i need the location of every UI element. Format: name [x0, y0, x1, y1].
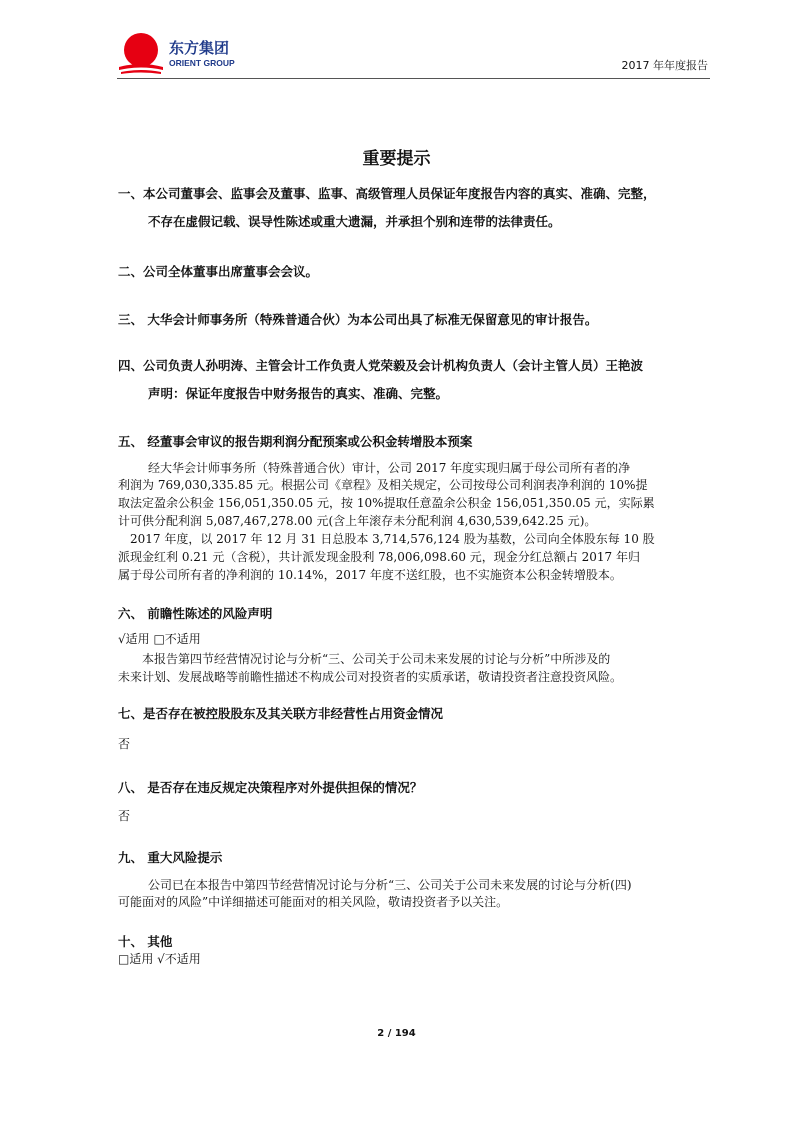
item-1-line-2: 不存在虚假记载、误导性陈述或重大遗漏，并承担个别和连带的法律责任。	[148, 214, 561, 229]
logo-cn-text: 东方集团	[169, 39, 230, 57]
item-5-para1-line-1: 经大华会计师事务所（特殊普通合伙）审计，公司 2017 年度实现归属于母公司所有者的净	[148, 461, 631, 475]
page-number: 2 / 194	[377, 1028, 416, 1039]
item-3: 三、 大华会计师事务所（特殊普通合伙）为本公司出具了标准无保留意见的审计报告。	[118, 312, 598, 327]
report-title: 2017 年年度报告	[621, 59, 708, 72]
item-1-line-1: 一、本公司董事会、监事会及董事、监事、高级管理人员保证年度报告内容的真实、准确、完整，	[118, 186, 656, 201]
item-6-para-line-2: 未来计划、发展战略等前瞻性描述不构成公司对投资者的实质承诺，敬请投资者注意投资风险。	[118, 670, 623, 684]
item-5-para2-line-2: 派现金红利 0.21 元（含税），共计派发现金股利 78,006,098.60 元，现金分红总额占 2017 年归	[118, 550, 640, 564]
item-5-para1-line-2: 利润为 769,030,335.85 元。根据公司《章程》及相关规定，公司按母公司利润表净利润的 10%提	[118, 478, 648, 492]
item-9-heading: 九、 重大风险提示	[118, 850, 223, 865]
orient-group-logo	[117, 30, 247, 76]
item-5-para1-line-3: 取法定盈余公积金 156,051,350.05 元，按 10%提取任意盈余公积金 156,051,350.05 元，实际累	[118, 496, 655, 510]
item-5-para2-line-3: 属于母公司所有者的净利润的 10.14%，2017 年度不送红股，也不实施资本公积金转增股本。	[118, 568, 622, 582]
item-4-line-1: 四、公司负责人孙明涛、主管会计工作负责人党荣毅及会计机构负责人（会计主管人员）王艳波	[118, 358, 644, 373]
item-8-answer: 否	[118, 809, 131, 823]
item-8-heading: 八、 是否存在违反规定决策程序对外提供担保的情况？	[118, 780, 423, 795]
page-title: 重要提示	[362, 149, 431, 169]
logo-en-text: ORIENT GROUP	[169, 58, 235, 68]
item-7-answer: 否	[118, 737, 131, 751]
item-9-para-line-1: 公司已在本报告中第四节经营情况讨论与分析“三、公司关于公司未来发展的讨论与分析(四)	[148, 878, 632, 892]
item-5-heading: 五、 经董事会审议的报告期利润分配预案或公积金转增股本预案	[118, 434, 473, 449]
item-6-applicability: √适用 □不适用	[118, 632, 201, 646]
item-10-heading: 十、 其他	[118, 934, 173, 949]
item-5-para2-line-1: 2017 年度，以 2017 年 12 月 31 日总股本 3,714,576,124 股为基数，公司向全体股东每 10 股	[130, 532, 655, 546]
item-5-para1-line-4: 计可供分配利润 5,087,467,278.00 元(含上年滚存未分配利润 4,630,539,642.25 元)。	[118, 514, 597, 528]
item-2: 二、公司全体董事出席董事会会议。	[118, 264, 319, 279]
logo-red-sun-icon	[124, 33, 158, 67]
page-header	[117, 30, 710, 79]
item-4-line-2: 声明：保证年度报告中财务报告的真实、准确、完整。	[148, 386, 449, 401]
item-6-para-line-1: 本报告第四节经营情况讨论与分析“三、公司关于公司未来发展的讨论与分析”中所涉及的	[142, 652, 611, 666]
item-10-applicability: □适用 √不适用	[118, 952, 201, 966]
item-6-heading: 六、 前瞻性陈述的风险声明	[118, 606, 273, 621]
item-9-para-line-2: 可能面对的风险”中详细描述可能面对的相关风险，敬请投资者予以关注。	[118, 895, 509, 909]
item-7-heading: 七、是否存在被控股股东及其关联方非经营性占用资金情况	[118, 706, 444, 721]
